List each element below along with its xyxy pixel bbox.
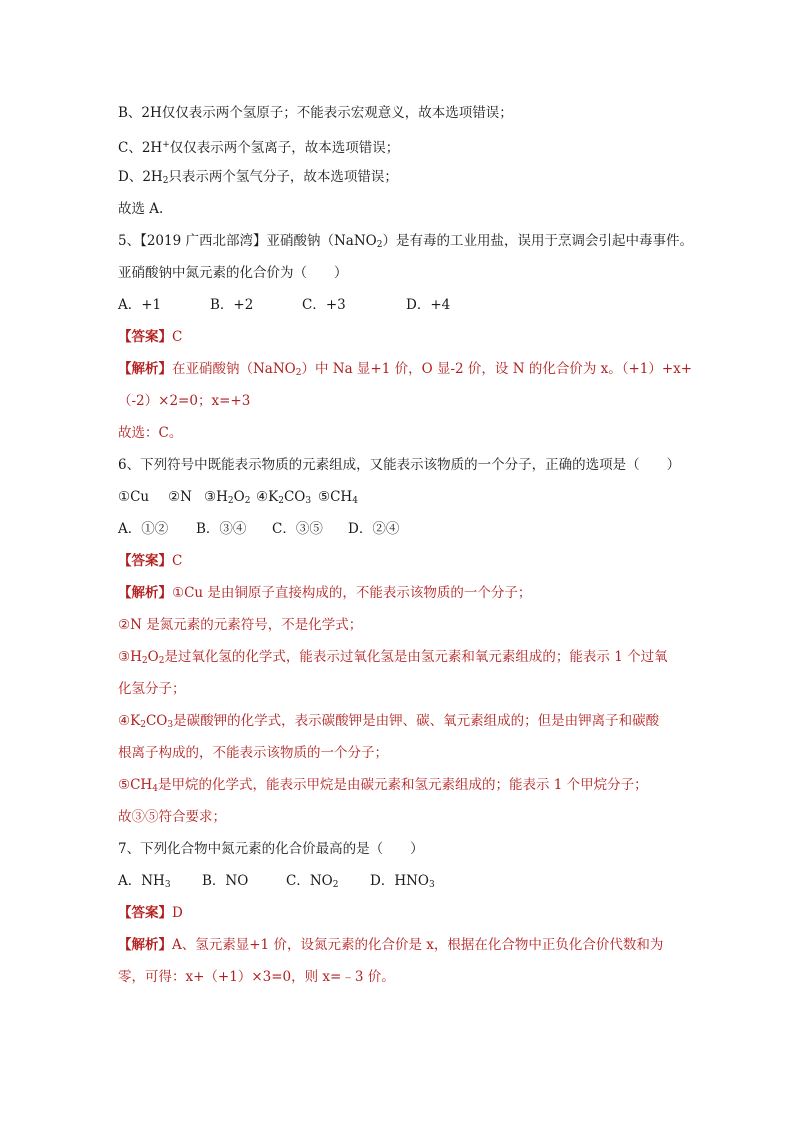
intro-conclusion: 故选 A.: [118, 201, 164, 217]
q5-option-d: D．+4: [406, 297, 451, 313]
q7-analysis-cont: 零，可得：x+（+1）×3=0，则 x=﹣3 价。: [118, 969, 395, 985]
q6-analysis-4: $④K_2CO_3$是碳酸钾的化学式，表示碳酸钾是由钾、碳、氧元素组成的；但是由钾离子和碳酸: [118, 713, 660, 730]
q5-option-c: C．+3: [302, 297, 346, 313]
q6-options: [118, 520, 684, 538]
q6-analysis-2: ②N 是氮元素的元素符号，不是化学式；: [118, 617, 363, 633]
q7-stem: 7、下列化合物中氮元素的化合价最高的是（ ）: [118, 841, 424, 857]
q6-stem: 6、下列符号中既能表示物质的元素组成，又能表示该物质的一个分子，正确的选项是（ ）: [118, 457, 681, 473]
q6-analysis-3-cont: 化氢分子；: [118, 681, 186, 697]
q5-source: 【2019 广西北部湾】: [140, 233, 267, 249]
q7-option-b: B．NO: [202, 873, 249, 889]
q6-option-b: B．③④: [196, 521, 247, 537]
q6-option-c: C．③⑤: [272, 521, 323, 537]
q6-symbols: ①Cu ②N $③H_2O_2$ $④K_2CO_3$ $⑤CH_4$: [118, 489, 358, 506]
q5-stem-cont: 亚硝酸钠中氮元素的化合价为（ ）: [118, 265, 348, 281]
q6-analysis-3: $③H_2O_2$是过氧化氢的化学式，能表示过氧化氢是由氢元素和氧元素组成的；能表示 1 个过氧: [118, 649, 668, 666]
q7-options: [118, 872, 684, 894]
option-d-explanation: D、$2H_2$只表示两个氢气分子，故本选项错误；: [118, 169, 398, 186]
q6-analysis-4-cont: 根离子构成的，不能表示该物质的一个分子；: [118, 745, 388, 761]
q7-option-c: C．$NO_2$: [286, 873, 339, 890]
q7-analysis: 【解析】A、氢元素显+1 价，设氮元素的化合价是 x，根据在化合物中正负化合价代数和为: [118, 937, 664, 953]
q6-conclusion: 故③⑤符合要求；: [118, 809, 226, 825]
q6-option-d: D．②④: [348, 521, 400, 537]
q5-analysis-cont: （-2）×2=0；x=+3: [118, 393, 251, 409]
q5-option-a: A．+1: [118, 297, 162, 313]
q6-answer: 【答案】C: [118, 553, 183, 569]
q5-option-b: B．+2: [210, 297, 254, 313]
q6-analysis: 【解析】①Cu 是由铜原子直接构成的，不能表示该物质的一个分子；: [118, 585, 532, 601]
q5-stem: 5、【2019 广西北部湾】亚硝酸钠（NaNO$_2$）是有毒的工业用盐，误用于烹调会引起中毒事件。: [118, 233, 693, 250]
option-c-explanation: C、2H+仅仅表示两个氢离子，故本选项错误；: [118, 140, 400, 156]
q7-answer: 【答案】D: [118, 905, 183, 921]
q5-options: [118, 296, 684, 314]
q5-analysis: 【解析】在亚硝酸钠（NaNO$_2$）中 Na 显+1 价，O 显-2 价，设 N 的化合价为 x。（+1）+x+: [118, 361, 693, 378]
q5-answer: 【答案】C: [118, 329, 183, 345]
q7-option-a: A．$NH_3$: [118, 873, 171, 890]
q6-option-a: A．①②: [118, 521, 169, 537]
q7-option-d: D．$HNO_3$: [370, 873, 435, 890]
option-b-explanation: B、2H仅仅表示两个氢原子；不能表示宏观意义，故本选项错误；: [118, 105, 513, 121]
q5-conclusion: 故选：C。: [118, 425, 183, 441]
q6-analysis-5: $⑤CH_4$是甲烷的化学式，能表示甲烷是由碳元素和氢元素组成的；能表示 1 个甲烷分子；: [118, 777, 648, 794]
